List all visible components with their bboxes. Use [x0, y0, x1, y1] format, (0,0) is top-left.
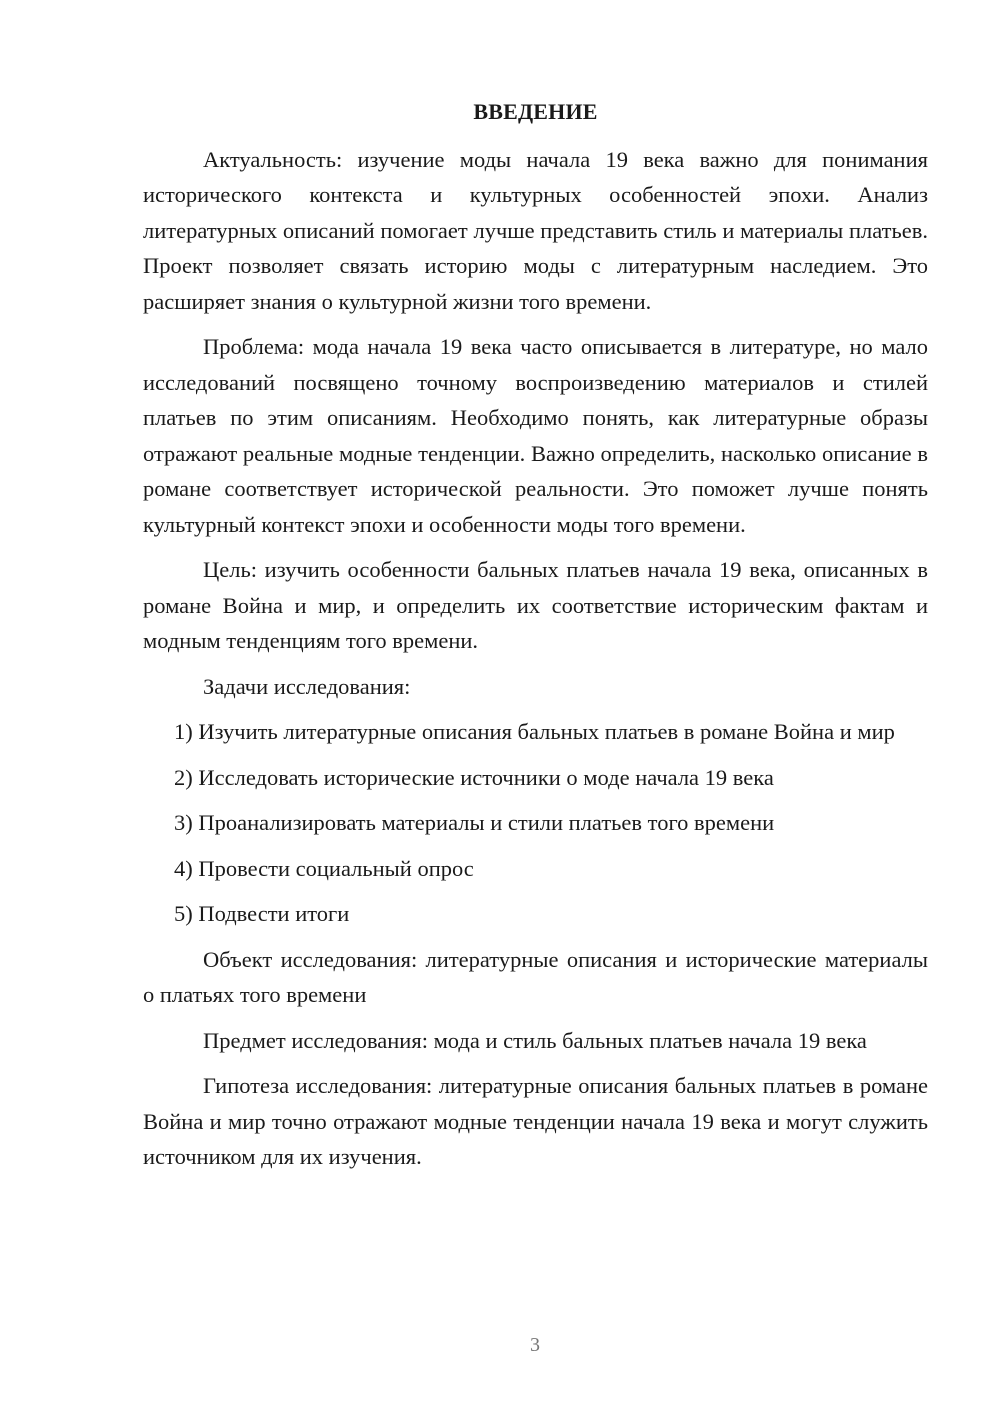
section-heading: ВВЕДЕНИЕ — [473, 99, 598, 124]
task-item-4: 4) Провести социальный опрос — [174, 855, 474, 881]
task-item-5: 5) Подвести итоги — [174, 901, 350, 926]
task-item-1: 1) Изучить литературные описания бальных платьев в романе Война и мир — [174, 719, 895, 744]
page-number: 3 — [530, 1334, 540, 1356]
paragraph-subject: Предмет исследования: мода и стиль бальных платьев начала 19 века — [203, 1027, 867, 1053]
task-item-3: 3) Проанализировать материалы и стили платьев того времени — [174, 810, 775, 835]
paragraph-goal: Цель: изучить особенности бальных платьев начала 19 века, описанных в романе Война и мир, и определить их соответствие историческим фактам и модным тенденциям того времени. — [143, 557, 928, 653]
paragraph-object: Объект исследования: литературные описания и исторические материалы о платьях того времени — [143, 946, 928, 1007]
task-item-2: 2) Исследовать исторические источники о моде начала 19 века — [174, 764, 774, 790]
tasks-title: Задачи исследования: — [203, 673, 411, 699]
paragraph-problem: Проблема: мода начала 19 века часто описывается в литературе, но мало исследований посвящено точному воспроизведению материалов и стилей платьев по этим описаниям. Необходимо понять, как литературные образы отражают реальные модные тенденции. Важно определить, насколько описание в романе соответствует исторической реальности. Это поможет лучше понять культурный контекст эпохи и особенности моды того времени. — [143, 334, 928, 537]
paragraph-hypothesis: Гипотеза исследования: литературные описания бальных платьев в романе Война и мир точно отражают модные тенденции начала 19 века и могут служить источником для их изучения. — [143, 1073, 928, 1169]
paragraph-relevance: Актуальность: изучение моды начала 19 века важно для понимания исторического контекста и культурных особенностей эпохи. Анализ литературных описаний помогает лучше представить стиль и материалы платьев. Проект позволяет связать историю моды с литературным наследием. Это расширяет знания о культурной жизни того времени. — [143, 146, 928, 314]
page-content — [143, 94, 928, 1185]
